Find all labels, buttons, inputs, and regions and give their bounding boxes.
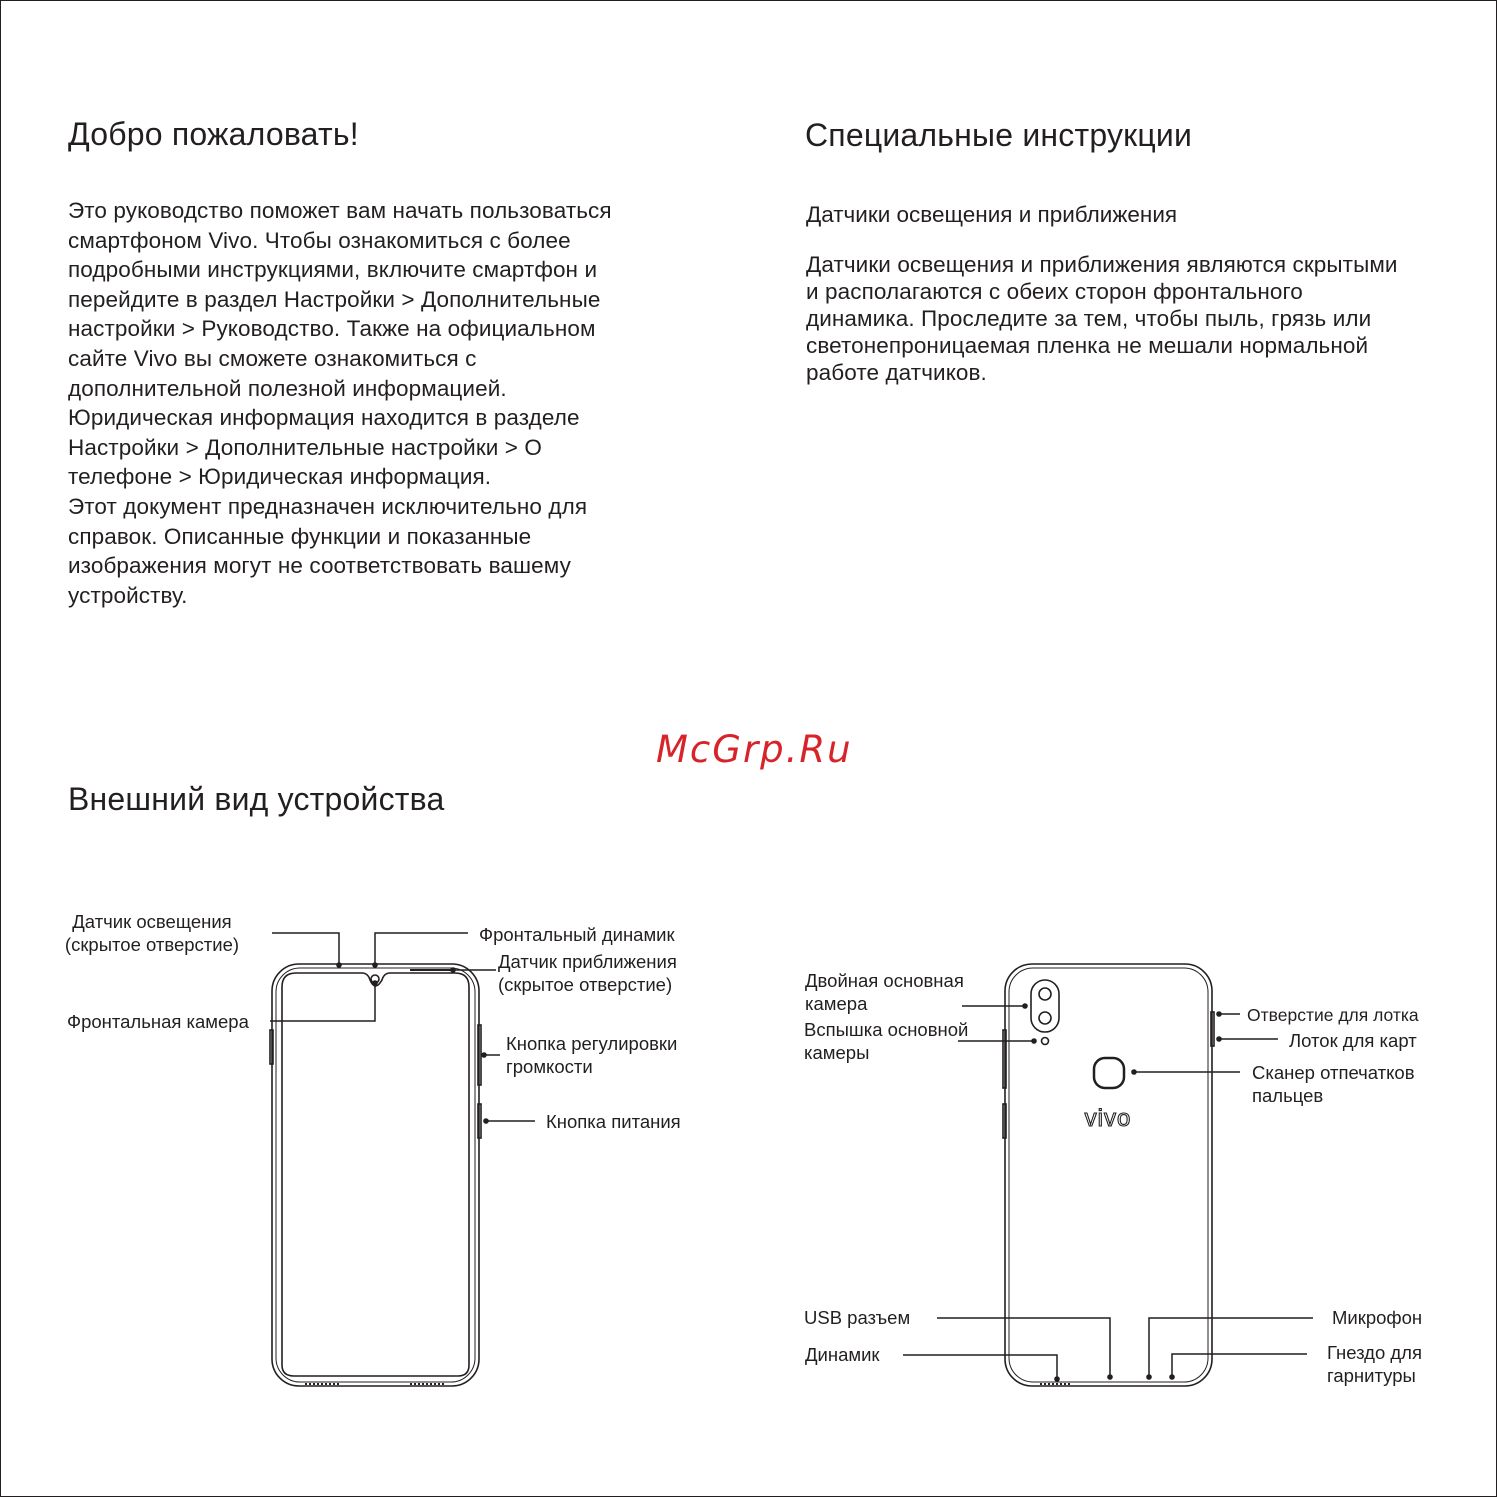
special-subtitle: Датчики освещения и приближения: [806, 202, 1178, 227]
back-leader-dots: [1022, 1003, 1222, 1382]
back-phone: [1003, 964, 1214, 1386]
label-headset: Гнездо для гарнитуры: [1327, 1342, 1422, 1386]
camera-lens-bottom: [1039, 1012, 1051, 1024]
label-tray-hole: Отверстие для лотка: [1247, 1005, 1419, 1025]
label-fingerprint: Сканер отпечатков пальцев: [1252, 1062, 1415, 1106]
front-phone: [270, 964, 481, 1386]
welcome-body: Это руководство поможет вам начать пользоваться смартфоном Vivo. Чтобы ознакомиться с более подробными инструкциями, включите смартфон и перейдите в раздел Настройки > Дополнительные настройки > Руководство. Также на официальном сайте Vivo вы сможете ознакомиться с дополнительной полезной информацией. Юридическая информация находится в разделе Настройки > Дополнительные настройки > О телефоне > Юридическая информация. Этот документ предназначен исключительно для справок. Описанные функции и показанные изображения могут не соответствовать вашему устройству.: [68, 198, 612, 608]
vivo-logo: vivo: [1084, 1105, 1132, 1132]
flash: [1042, 1038, 1049, 1045]
label-flash: Вспышка основной камеры: [804, 1019, 969, 1063]
camera-lens-top: [1039, 988, 1051, 1000]
label-proximity-sensor: Датчик приближения (скрытое отверстие): [498, 951, 677, 995]
appearance-title: Внешний вид устройства: [68, 781, 445, 817]
front-screen: [282, 973, 469, 1376]
label-front-camera: Фронтальная камера: [67, 1011, 249, 1032]
front-leaders: [270, 933, 535, 1121]
label-speaker: Динамик: [805, 1344, 880, 1365]
welcome-title: Добро пожаловать!: [68, 116, 359, 152]
special-body: Датчики освещения и приближения являются скрытыми и располагаются с обеих сторон фронтального динамика. Проследите за тем, чтобы пыль, грязь или светонепроницаемая пленка не мешали нормальной работе датчиков.: [806, 252, 1398, 385]
label-usb: USB разъем: [804, 1307, 911, 1328]
front-phone-bezel: [276, 968, 475, 1382]
label-front-speaker: Фронтальный динамик: [479, 924, 675, 945]
label-volume-button: Кнопка регулировки громкости: [506, 1033, 678, 1077]
watermark: McGrp.Ru: [656, 728, 853, 771]
special-title: Специальные инструкции: [805, 117, 1193, 153]
label-power-button: Кнопка питания: [546, 1111, 681, 1132]
back-phone-body: [1005, 964, 1212, 1386]
front-leader-dots: [336, 962, 489, 1124]
front-phone-body: [272, 964, 479, 1386]
label-light-sensor: Датчик освещения (скрытое отверстие): [64, 911, 240, 955]
fingerprint-sensor: [1094, 1058, 1124, 1088]
label-dual-camera: Двойная основная камера: [805, 970, 964, 1014]
label-card-tray: Лоток для карт: [1289, 1030, 1417, 1051]
label-microphone: Микрофон: [1332, 1307, 1423, 1328]
